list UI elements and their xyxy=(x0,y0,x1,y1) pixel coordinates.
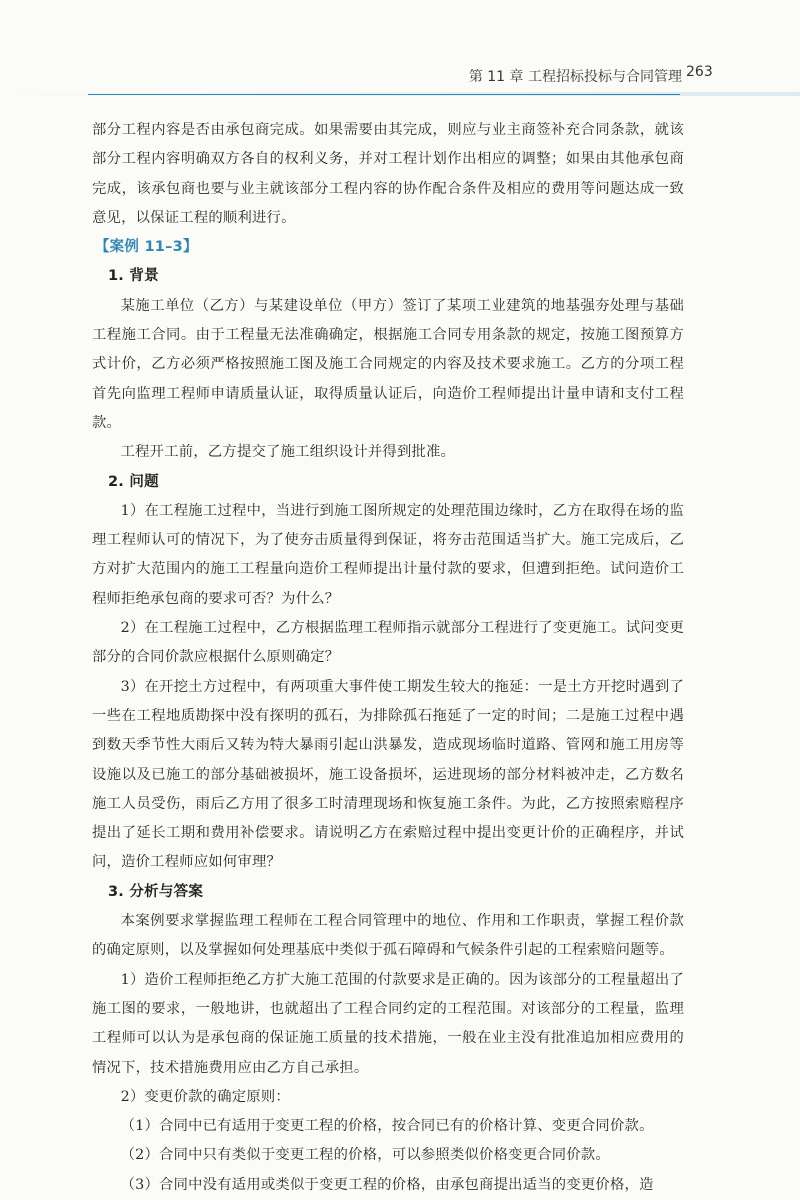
paragraph-intro: 部分工程内容是否由承包商完成。如果需要由其完成，则应与业主商签补充合同条款，就该部分工程内容明确双方各自的权利义务，并对工程计划作出相应的调整；如果由其他承包商完成，该承包商也要与业主就该部分工程内容的协作配合条件及相应的费用等问题达成一致意见，以保证工程的顺利进行。 xyxy=(92,122,684,226)
answer-2-item-1: （1）合同中已有适用于变更工程的价格，按合同已有的价格计算、变更合同价款。 xyxy=(120,1118,654,1135)
header-rule-shade xyxy=(0,92,800,96)
section-heading-background: 1. 背景 xyxy=(107,268,159,285)
section-heading-answers: 3. 分析与答案 xyxy=(107,883,204,900)
chapter-title: 第 11 章 工程招标投标与合同管理 xyxy=(468,69,682,85)
question-3: 3）在开挖土方过程中，有两项重大事件使工期发生较大的拖延：一是土方开挖时遇到了一些在工程地质勘探中没有探明的孤石，为排除孤石拖延了一定的时间；二是施工过程中遇到数天季节性大雨后又转为特大暴雨引起山洪暴发，造成现场临时道路、管网和施工用房等设施以及已施工的部分基础被损坏，施工设备损坏，运进现场的部分材料被冲走，乙方数名施工人员受伤，雨后乙方用了很多工时清理现场和恢复施工条件。为此，乙方按照索赔程序提出了延长工期和费用补偿要求。请说明乙方在索赔过程中提出变更计价的正确程序，并试问，造价工程师应如何审理？ xyxy=(92,678,684,871)
running-header xyxy=(88,64,680,95)
answer-2-item-3: （3）合同中没有适用或类似于变更工程的价格，由承包商提出适当的变更价格，造 xyxy=(120,1176,654,1193)
answer-1: 1）造价工程师拒绝乙方扩大施工范围的付款要求是正确的。因为该部分的工程量超出了施工图的要求，一般地讲，也就超出了工程合同约定的工程范围。对该部分的工程量，监理工程师可以认为是承包商的保证施工质量的技术措施，一般在业主没有批准追加相应费用的情况下，技术措施费用应由乙方自己承担。 xyxy=(92,971,684,1076)
answer-intro: 本案例要求掌握监理工程师在工程合同管理中的地位、作用和工作职责，掌握工程价款的确定原则，以及掌握如何处理基底中类似于孤石障碍和气候条件引起的工程索赔问题等。 xyxy=(92,913,684,959)
case-title: 【案例 11–3】 xyxy=(94,239,198,256)
page-number: 263 xyxy=(686,64,713,80)
question-1: 1）在工程施工过程中，当进行到施工图所规定的处理范围边缘时，乙方在取得在场的监理工程师认可的情况下，为了使夯击质量得到保证，将夯击范围适当扩大。施工完成后，乙方对扩大范围内的施工工程量向造价工程师提出计量付款的要求，但遭到拒绝。试问造价工程师拒绝承包商的要求可否？为什么？ xyxy=(92,502,684,607)
section-heading-questions: 2. 问题 xyxy=(107,473,159,490)
question-2: 2）在工程施工过程中，乙方根据监理工程师指示就部分工程进行了变更施工。试问变更部分的合同价款应根据什么原则确定？ xyxy=(92,620,684,666)
answer-2-item-2: （2）合同中只有类似于变更工程的价格，可以参照类似价格变更合同价款。 xyxy=(120,1147,610,1164)
paragraph-background-2: 工程开工前，乙方提交了施工组织设计并得到批准。 xyxy=(120,444,456,461)
answer-2: 2）变更价款的确定原则： xyxy=(120,1088,290,1105)
paragraph-background-1: 某施工单位（乙方）与某建设单位（甲方）签订了某项工业建筑的地基强夯处理与基础工程施工合同。由于工程量无法准确确定，根据施工合同专用条款的规定，按施工图预算方式计价，乙方必须严格按照施工图及施工合同规定的内容及技术要求施工。乙方的分项工程首先向监理工程师申请质量认证，取得质量认证后，向造价工程师提出计量申请和支付工程款。 xyxy=(92,297,684,431)
page-body xyxy=(92,116,684,1200)
